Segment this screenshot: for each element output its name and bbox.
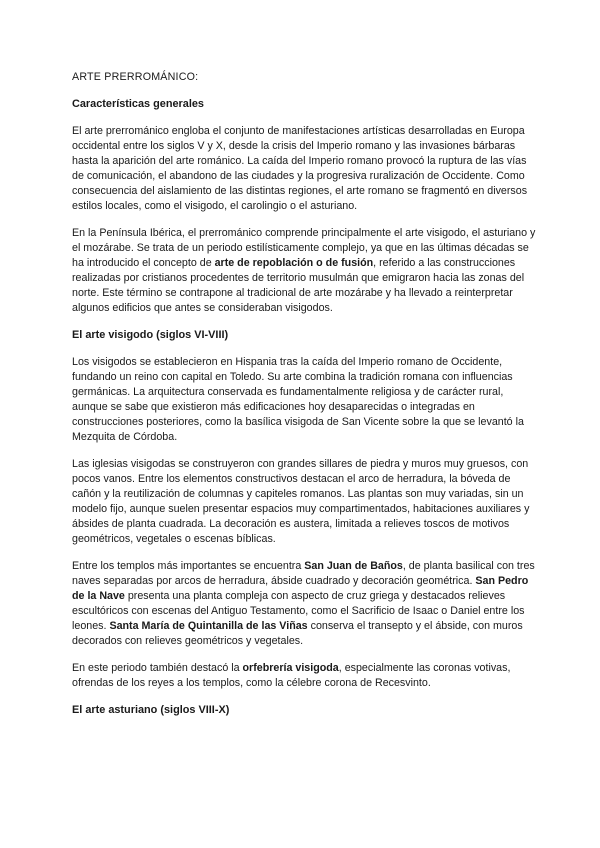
bold-term: orfebrería visigoda [242, 662, 339, 674]
bold-term: San Pedro de la Nave [72, 575, 529, 602]
document-body [72, 97, 540, 718]
document-title: ARTE PRERROMÁNICO: [72, 71, 199, 83]
paragraph: En este periodo también destacó la orfebrería visigoda, especialmente las coronas votivas, ofrendas de los reyes a los templos, como la célebre corona de Recesvinto. [72, 662, 511, 689]
section-heading: El arte asturiano (siglos VIII-X) [72, 704, 230, 716]
section-heading: El arte visigodo (siglos VI-VIII) [72, 329, 229, 341]
bold-term: Santa María de Quintanilla de las Viñas [109, 620, 308, 632]
paragraph: El arte prerrománico engloba el conjunto de manifestaciones artísticas desarrolladas en Europa occidental entre los siglos V y X, desde la crisis del Imperio romano y las invasiones bárbaras hasta la aparición del arte románico. La caída del Imperio romano provocó la ruptura de las vías de comunicación, el abandono de las ciudades y la progresiva ruralización de Occidente. Como consecuencia del aislamiento de las distintas regiones, el arte romano se fragmentó en diversos estilos locales, como el visigodo, el carolingio o el asturiano. [72, 125, 528, 212]
paragraph: Entre los templos más importantes se encuentra San Juan de Baños, de planta basilical con tres naves separadas por arcos de herradura, ábside cuadrado y decoración geométrica. San Pedro de la Nave presenta una planta compleja con aspecto de cruz griega y destacados relieves escultóricos con escenas del Antiguo Testamento, como el Sacrificio de Isaac o Daniel entre los leones. Santa María de Quintanilla de las Viñas conserva el transepto y el ábside, con muros decorados con relieves geométricos y vegetales. [72, 560, 535, 647]
paragraph: En la Península Ibérica, el prerrománico comprende principalmente el arte visigodo, el asturiano y el mozárabe. Se trata de un periodo estilísticamente complejo, ya que en las últimas décadas se ha introducido el concepto de arte de repoblación o de fusión, referido a las construcciones realizadas por cristianos procedentes de territorio musulmán que emigraron hacia las zonas del norte. Este término se contrapone al tradicional de arte mozárabe y ha llevado a reinterpretar algunos edificios que antes se consideraban visigodos. [72, 227, 536, 314]
bold-term: arte de repoblación o de fusión [214, 257, 374, 269]
paragraph: Los visigodos se establecieron en Hispania tras la caída del Imperio romano de Occidente, fundando un reino con capital en Toledo. Su arte combina la tradición romana con influencias germánicas. La arquitectura conservada es fundamentalmente religiosa y de carácter rural, aunque se sabe que existieron más edificaciones hoy desaparecidas o integradas en construcciones posteriores, como la basílica visigoda de San Vicente sobre la que se levantó la Mezquita de Córdoba. [72, 356, 524, 443]
paragraph: Las iglesias visigodas se construyeron con grandes sillares de piedra y muros muy gruesos, con pocos vanos. Entre los elementos constructivos destacan el arco de herradura, la bóveda de cañón y la reutilización de columnas y capiteles romanos. Las plantas son muy variadas, sin un modelo fijo, aunque suelen presentar espacios muy compartimentados, habitaciones auxiliares y ábsides de planta cuadrada. La decoración es austera, limitada a relieves toscos de motivos geométricos, vegetales o escenas bíblicas. [72, 458, 530, 545]
section-heading: Características generales [72, 98, 204, 110]
bold-term: San Juan de Baños [304, 560, 403, 572]
